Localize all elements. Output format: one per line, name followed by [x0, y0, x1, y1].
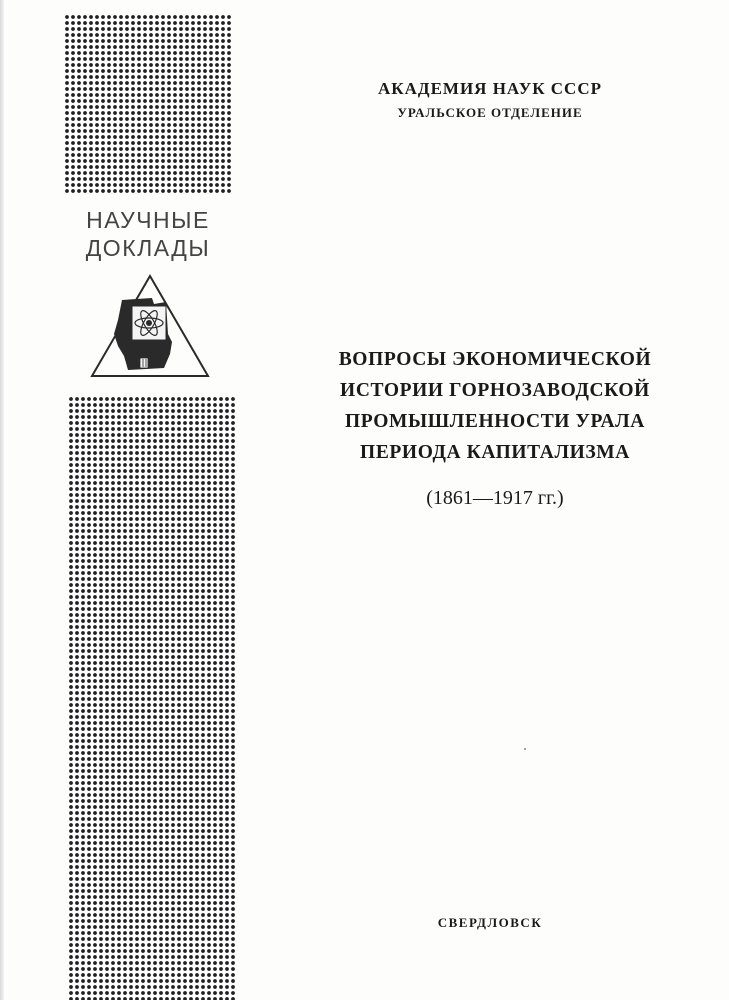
title-line-3: ПРОМЫШЛЕННОСТИ УРАЛА	[345, 411, 645, 432]
series-label	[66, 206, 230, 262]
series-line-1: НАУЧНЫЕ	[86, 207, 210, 233]
print-speck	[524, 748, 526, 750]
division-name: УРАЛЬСКОЕ ОТДЕЛЕНИЕ	[397, 105, 583, 120]
publication-city: СВЕРДЛОВСК	[437, 915, 543, 930]
dot-pattern-band-top	[64, 14, 232, 194]
book-title	[290, 344, 700, 468]
page-edge	[0, 0, 4, 1000]
title-line-4: ПЕРИОДА КАПИТАЛИЗМА	[360, 442, 630, 463]
academy-name: АКАДЕМИЯ НАУК СССР	[378, 79, 602, 98]
title-line-1: ВОПРОСЫ ЭКОНОМИЧЕСКОЙ	[338, 349, 652, 370]
series-line-2: ДОКЛАДЫ	[85, 235, 211, 261]
atom-hand-triangle-icon	[88, 272, 212, 380]
title-years: (1861—1917 гг.)	[426, 487, 564, 509]
title-line-2: ИСТОРИИ ГОРНОЗАВОДСКОЙ	[340, 380, 650, 401]
publisher-header	[300, 78, 680, 122]
dot-pattern-band-bottom	[68, 396, 236, 1000]
